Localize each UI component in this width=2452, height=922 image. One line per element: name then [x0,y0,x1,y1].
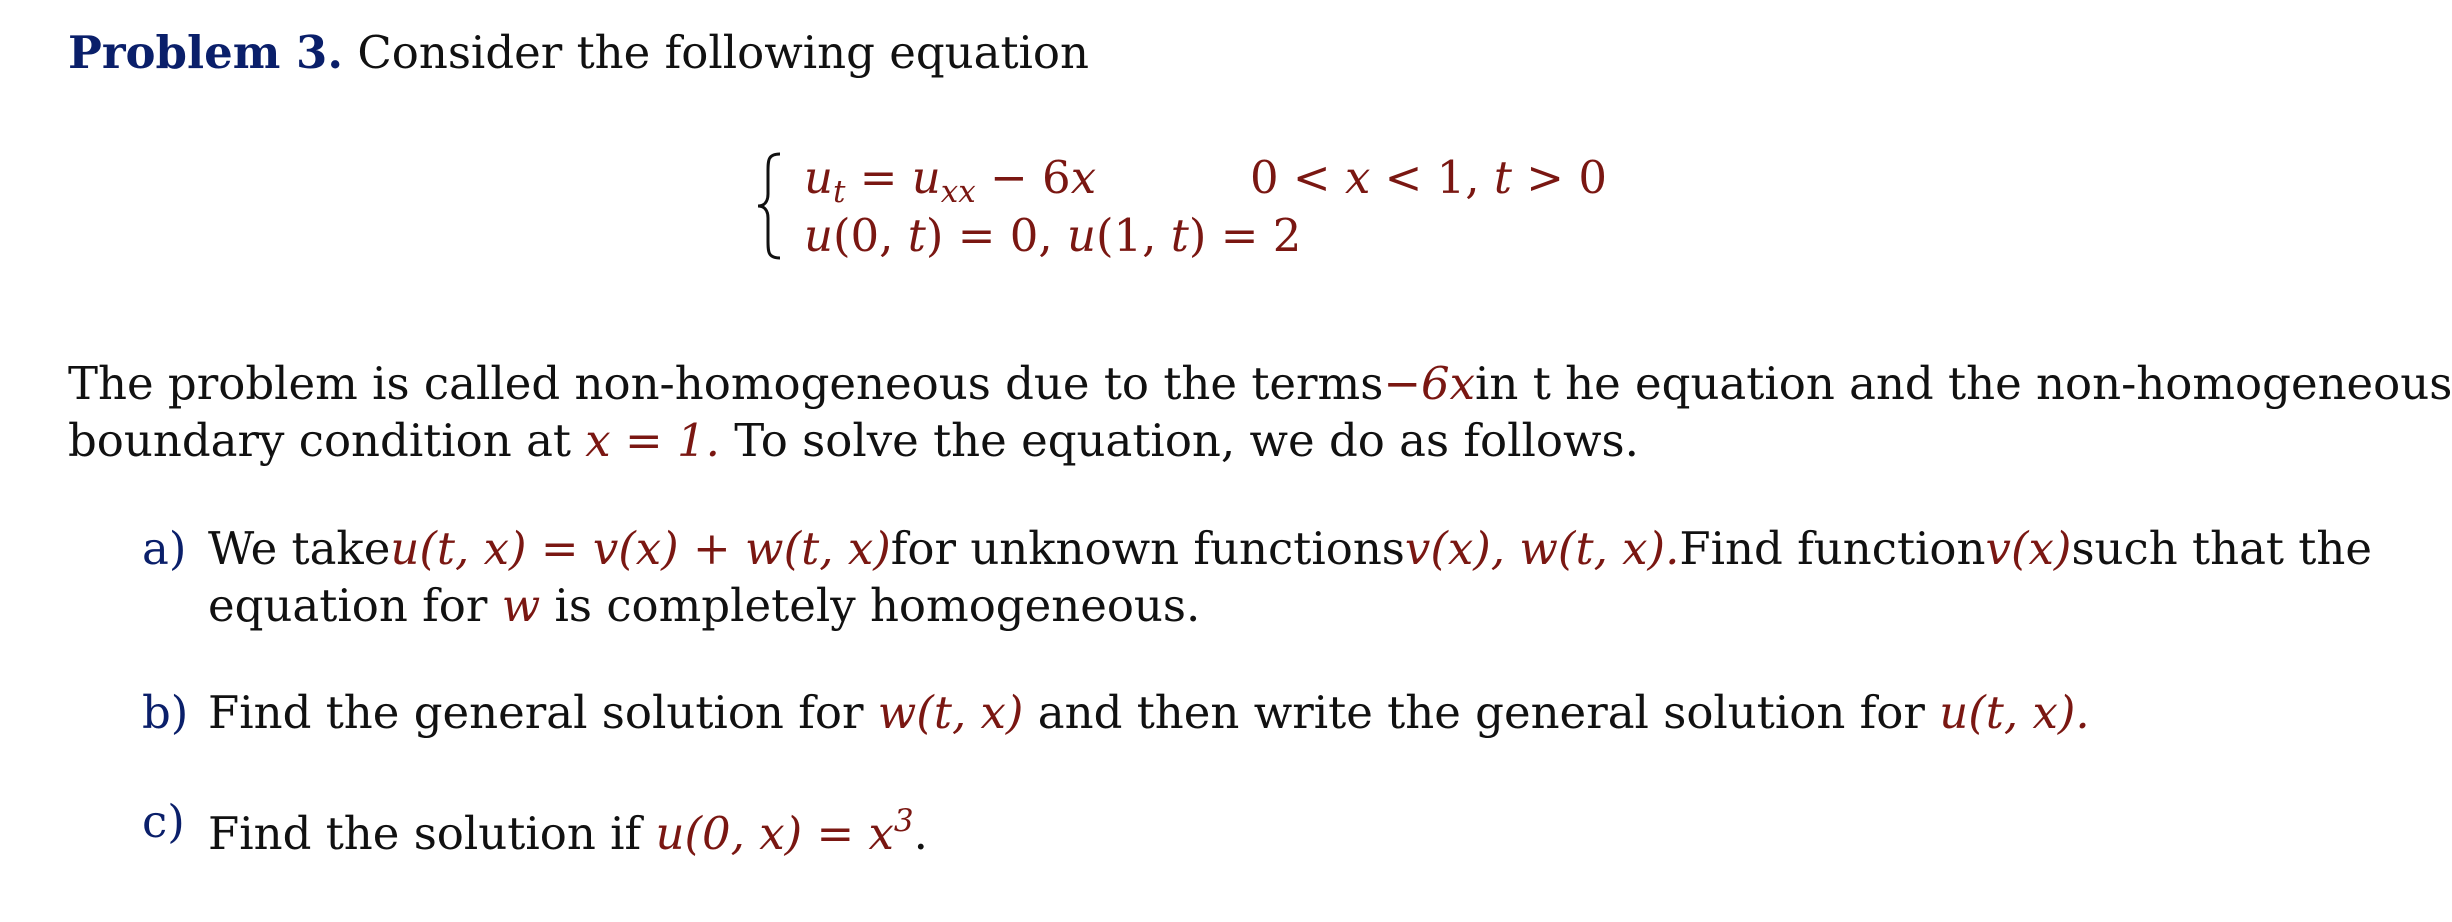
problem-label: Problem 3. [68,26,344,79]
item-text: Find function [1679,522,1986,575]
item-text: Find the solution if [208,807,642,860]
equation-domain: 0 < x < 1, t > 0 [1250,151,1607,204]
math-term: v(x), w(t, x). [1404,522,1680,575]
paragraph-text: The problem is called non-homogeneous due to the terms [68,357,1384,410]
item-text: We take [208,522,391,575]
item-text: and then write the general solution for [1037,686,1925,739]
item-text: such that the [2071,522,2372,575]
paragraph-line-1 [68,356,2452,411]
item-b-text [208,685,2090,740]
paragraph-text: in t he equation and the non-homogeneous [1475,357,2452,410]
paragraph-text: boundary condition at [68,414,571,467]
left-brace-icon [754,150,784,262]
item-text: equation for [208,579,488,632]
item-a-marker: a) [142,522,187,575]
item-text: is completely homogeneous. [554,579,1201,632]
math-term: w(t, x) [877,686,1024,739]
math-term: w [501,579,541,632]
paragraph-text: To solve the equation, we do as follows. [734,414,1639,467]
math-exponent: 3 [893,803,914,839]
math-term: x = 1. [585,414,720,467]
problem-intro: Consider the following equation [357,26,1089,79]
equation-pde: $u_t = u_{xx} - 6x$ [804,151,1097,210]
math-term: u(t, x). [1939,686,2090,739]
item-text: . [913,807,928,860]
item-a-line-2 [208,578,1200,633]
math-term: v(x) [1985,522,2072,575]
paragraph-line-2 [68,413,1639,468]
problem-heading [68,25,1089,80]
math-term: u(t, x) = v(x) + w(t, x) [390,522,891,575]
item-c-text [208,794,928,861]
math-term: −6x [1383,357,1476,410]
item-c-marker: c) [142,795,185,848]
item-text: for unknown functions [890,522,1405,575]
item-b-marker: b) [142,686,189,739]
item-text: Find the general solution for [208,686,864,739]
equation-boundary: u(0, t) = 0, u(1, t) = 2 [804,209,1302,262]
math-term: u(0, x) = x [655,807,894,860]
item-a-line-1 [208,521,2372,576]
